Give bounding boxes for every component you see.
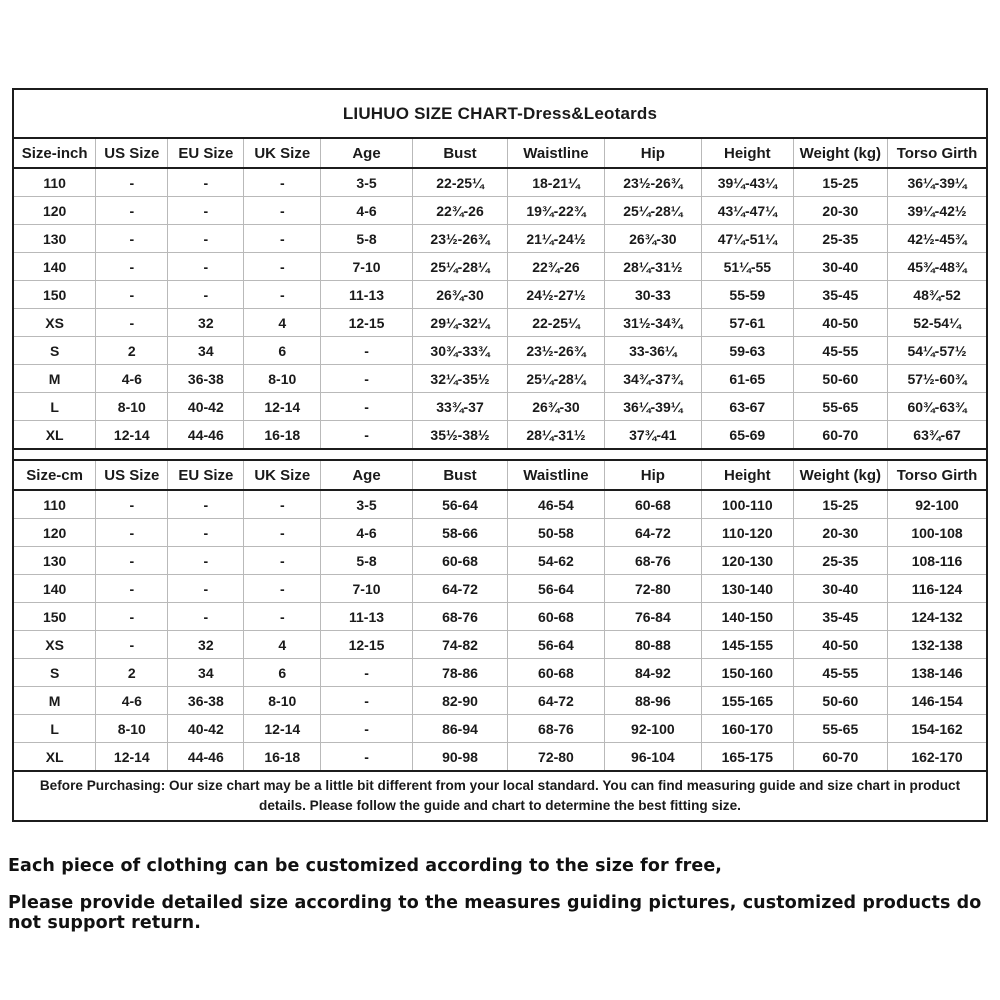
table-cell: - <box>244 253 321 281</box>
table-cell: 44-46 <box>168 421 244 450</box>
table-cell: 25-35 <box>793 547 887 575</box>
purchase-note-row <box>13 771 987 821</box>
table-cell: - <box>244 225 321 253</box>
column-header: Size-inch <box>13 138 96 168</box>
chart-title-row <box>13 89 987 138</box>
table-cell: 31½-34¾ <box>604 309 701 337</box>
table-cell: 42½-45¾ <box>888 225 987 253</box>
table-cell: - <box>321 365 413 393</box>
table-cell: - <box>244 603 321 631</box>
table-cell: S <box>13 337 96 365</box>
table-cell: 32¼-35½ <box>412 365 507 393</box>
table-cell: 40-42 <box>168 715 244 743</box>
table-cell: 82-90 <box>412 687 507 715</box>
table-cell: 76-84 <box>604 603 701 631</box>
table-cell: 108-116 <box>888 547 987 575</box>
table-cell: 39¼-42½ <box>888 197 987 225</box>
table-cell: - <box>321 393 413 421</box>
table-cell: 43¼-47¼ <box>702 197 794 225</box>
table-cell: XL <box>13 421 96 450</box>
table-row <box>13 687 987 715</box>
table-cell: 8-10 <box>244 365 321 393</box>
chart-title: LIUHUO SIZE CHART-Dress&Leotards <box>13 89 987 138</box>
table-cell: - <box>96 197 168 225</box>
table-cell: - <box>244 575 321 603</box>
table-cell: 60-68 <box>412 547 507 575</box>
table-cell: 22¾-26 <box>508 253 604 281</box>
table-cell: S <box>13 659 96 687</box>
table-cell: 86-94 <box>412 715 507 743</box>
table-cell: 2 <box>96 659 168 687</box>
table-cell: 110 <box>13 168 96 197</box>
table-cell: 36-38 <box>168 365 244 393</box>
table-cell: 34¾-37¾ <box>604 365 701 393</box>
table-cell: 22-25¼ <box>412 168 507 197</box>
table-cell: XL <box>13 743 96 772</box>
table-cell: 15-25 <box>793 490 887 519</box>
table-cell: 60-70 <box>793 743 887 772</box>
table-cell: 92-100 <box>888 490 987 519</box>
table-cell: 146-154 <box>888 687 987 715</box>
table-row <box>13 337 987 365</box>
table-cell: 8-10 <box>244 687 321 715</box>
table-cell: 34 <box>168 659 244 687</box>
table-cell: - <box>321 715 413 743</box>
table-cell: 2 <box>96 337 168 365</box>
table-cell: 15-25 <box>793 168 887 197</box>
table-cell: 40-50 <box>793 631 887 659</box>
column-header: Waistline <box>508 138 604 168</box>
column-header: Bust <box>412 460 507 490</box>
table-cell: 72-80 <box>508 743 604 772</box>
column-header: Bust <box>412 138 507 168</box>
table-cell: 68-76 <box>604 547 701 575</box>
table-cell: - <box>96 309 168 337</box>
table-cell: 154-162 <box>888 715 987 743</box>
table-cell: 58-66 <box>412 519 507 547</box>
table-cell: 23½-26¾ <box>412 225 507 253</box>
table-cell: 16-18 <box>244 743 321 772</box>
column-header: US Size <box>96 460 168 490</box>
table-cell: 80-88 <box>604 631 701 659</box>
table-cell: 35-45 <box>793 281 887 309</box>
table-row <box>13 253 987 281</box>
table-cell: 20-30 <box>793 197 887 225</box>
table-cell: - <box>96 281 168 309</box>
table-cell: - <box>96 168 168 197</box>
table-cell: - <box>244 547 321 575</box>
table-row <box>13 168 987 197</box>
table-cell: 23½-26¾ <box>508 337 604 365</box>
table-cell: 56-64 <box>508 575 604 603</box>
table-cell: - <box>168 519 244 547</box>
table-cell: XS <box>13 631 96 659</box>
table-cell: 23½-26¾ <box>604 168 701 197</box>
column-header: Height <box>702 138 794 168</box>
table-cell: 130 <box>13 547 96 575</box>
table-cell: 4-6 <box>96 365 168 393</box>
table-cell: L <box>13 715 96 743</box>
table-cell: 56-64 <box>508 631 604 659</box>
table-cell: 120 <box>13 519 96 547</box>
header-row <box>13 138 987 168</box>
table-cell: 20-30 <box>793 519 887 547</box>
table-cell: - <box>96 253 168 281</box>
table-row <box>13 281 987 309</box>
table-cell: 8-10 <box>96 393 168 421</box>
table-cell: 32 <box>168 309 244 337</box>
table-cell: 90-98 <box>412 743 507 772</box>
table-cell: 150-160 <box>702 659 794 687</box>
table-cell: - <box>168 575 244 603</box>
table-cell: 63-67 <box>702 393 794 421</box>
table-cell: M <box>13 365 96 393</box>
table-cell: - <box>244 490 321 519</box>
table-cell: - <box>321 421 413 450</box>
table-row <box>13 547 987 575</box>
table-cell: - <box>168 547 244 575</box>
table-row <box>13 519 987 547</box>
table-cell: 26¾-30 <box>412 281 507 309</box>
table-cell: 7-10 <box>321 253 413 281</box>
column-header: Hip <box>604 460 701 490</box>
table-cell: 60-68 <box>508 603 604 631</box>
table-cell: 55-59 <box>702 281 794 309</box>
table-cell: 84-92 <box>604 659 701 687</box>
table-cell: 35-45 <box>793 603 887 631</box>
table-cell: 25-35 <box>793 225 887 253</box>
table-cell: 33¾-37 <box>412 393 507 421</box>
table-cell: - <box>321 687 413 715</box>
column-header: UK Size <box>244 460 321 490</box>
table-cell: 68-76 <box>508 715 604 743</box>
table-cell: - <box>244 168 321 197</box>
table-cell: - <box>96 519 168 547</box>
table-cell: 35½-38½ <box>412 421 507 450</box>
table-cell: 7-10 <box>321 575 413 603</box>
table-cell: 88-96 <box>604 687 701 715</box>
table-cell: 28¼-31½ <box>508 421 604 450</box>
table-cell: - <box>168 490 244 519</box>
table-cell: 12-15 <box>321 631 413 659</box>
table-cell: 72-80 <box>604 575 701 603</box>
table-cell: 145-155 <box>702 631 794 659</box>
table-cell: 4-6 <box>321 519 413 547</box>
table-row <box>13 659 987 687</box>
table-cell: 47¼-51¼ <box>702 225 794 253</box>
table-cell: 100-110 <box>702 490 794 519</box>
table-cell: 160-170 <box>702 715 794 743</box>
table-cell: 140 <box>13 575 96 603</box>
table-cell: 64-72 <box>604 519 701 547</box>
table-cell: 36¼-39¼ <box>604 393 701 421</box>
column-header: Weight (kg) <box>793 460 887 490</box>
table-cell: 63¾-67 <box>888 421 987 450</box>
table-cell: 25¼-28¼ <box>508 365 604 393</box>
table-cell: 40-42 <box>168 393 244 421</box>
table-cell: 16-18 <box>244 421 321 450</box>
table-cell: 65-69 <box>702 421 794 450</box>
table-cell: 26¾-30 <box>604 225 701 253</box>
table-cell: - <box>96 490 168 519</box>
table-cell: - <box>244 281 321 309</box>
table-cell: 30¾-33¾ <box>412 337 507 365</box>
footer-note-1: Each piece of clothing can be customized according to the size for free, <box>8 856 723 876</box>
table-cell: 5-8 <box>321 225 413 253</box>
table-cell: 18-21¼ <box>508 168 604 197</box>
table-row <box>13 603 987 631</box>
table-cell: 140-150 <box>702 603 794 631</box>
table-row <box>13 225 987 253</box>
table-cell: 165-175 <box>702 743 794 772</box>
table-cell: 60¾-63¾ <box>888 393 987 421</box>
section-spacer-row <box>13 449 987 460</box>
table-cell: 61-65 <box>702 365 794 393</box>
table-cell: 56-64 <box>412 490 507 519</box>
table-cell: 57½-60¾ <box>888 365 987 393</box>
table-cell: 51¼-55 <box>702 253 794 281</box>
section-spacer <box>13 449 987 460</box>
table-cell: 12-14 <box>96 743 168 772</box>
table-cell: 12-14 <box>244 715 321 743</box>
table-cell: 8-10 <box>96 715 168 743</box>
table-cell: 28¼-31½ <box>604 253 701 281</box>
table-cell: 25¼-28¼ <box>604 197 701 225</box>
column-header: Torso Girth <box>888 138 987 168</box>
table-cell: 45-55 <box>793 337 887 365</box>
table-cell: 92-100 <box>604 715 701 743</box>
table-cell: 68-76 <box>412 603 507 631</box>
table-row <box>13 309 987 337</box>
table-cell: - <box>321 659 413 687</box>
table-cell: 29¼-32¼ <box>412 309 507 337</box>
table-cell: - <box>96 575 168 603</box>
table-cell: 46-54 <box>508 490 604 519</box>
table-cell: 57-61 <box>702 309 794 337</box>
table-cell: - <box>244 519 321 547</box>
table-cell: 4-6 <box>96 687 168 715</box>
table-cell: 59-63 <box>702 337 794 365</box>
table-cell: 37¾-41 <box>604 421 701 450</box>
table-cell: 11-13 <box>321 281 413 309</box>
table-cell: 34 <box>168 337 244 365</box>
table-cell: L <box>13 393 96 421</box>
table-cell: 96-104 <box>604 743 701 772</box>
table-cell: 39¼-43¼ <box>702 168 794 197</box>
table-cell: 19¾-22¾ <box>508 197 604 225</box>
table-cell: - <box>168 197 244 225</box>
column-header: Weight (kg) <box>793 138 887 168</box>
table-cell: - <box>96 631 168 659</box>
table-cell: - <box>168 603 244 631</box>
table-cell: 55-65 <box>793 393 887 421</box>
table-cell: 130-140 <box>702 575 794 603</box>
table-cell: 140 <box>13 253 96 281</box>
table-cell: 60-68 <box>508 659 604 687</box>
table-cell: 120 <box>13 197 96 225</box>
table-cell: 74-82 <box>412 631 507 659</box>
column-header: Height <box>702 460 794 490</box>
table-cell: 6 <box>244 659 321 687</box>
table-cell: 44-46 <box>168 743 244 772</box>
column-header: Age <box>321 138 413 168</box>
size-chart-container <box>12 88 988 822</box>
table-cell: - <box>321 743 413 772</box>
table-cell: - <box>96 547 168 575</box>
table-cell: 52-54¼ <box>888 309 987 337</box>
table-cell: 60-68 <box>604 490 701 519</box>
table-cell: 48¾-52 <box>888 281 987 309</box>
table-cell: 50-60 <box>793 687 887 715</box>
table-cell: 138-146 <box>888 659 987 687</box>
table-cell: M <box>13 687 96 715</box>
purchase-note: Before Purchasing: Our size chart may be a little bit different from your local standard. You can find measuring guide and size chart in product details. Please follow the guide and chart to determine the best fitting size. <box>13 771 987 821</box>
table-cell: - <box>96 225 168 253</box>
table-cell: 60-70 <box>793 421 887 450</box>
table-row <box>13 393 987 421</box>
table-cell: 120-130 <box>702 547 794 575</box>
column-header: Hip <box>604 138 701 168</box>
table-cell: 36¼-39¼ <box>888 168 987 197</box>
table-cell: 50-60 <box>793 365 887 393</box>
table-cell: 36-38 <box>168 687 244 715</box>
table-cell: 150 <box>13 603 96 631</box>
table-cell: 40-50 <box>793 309 887 337</box>
table-cell: 11-13 <box>321 603 413 631</box>
table-cell: 26¾-30 <box>508 393 604 421</box>
table-row <box>13 365 987 393</box>
column-header: Torso Girth <box>888 460 987 490</box>
table-cell: 5-8 <box>321 547 413 575</box>
table-row <box>13 421 987 450</box>
table-cell: 12-14 <box>244 393 321 421</box>
footer-notes <box>8 856 992 950</box>
table-cell: 100-108 <box>888 519 987 547</box>
table-cell: 3-5 <box>321 168 413 197</box>
column-header: US Size <box>96 138 168 168</box>
table-cell: 78-86 <box>412 659 507 687</box>
table-cell: 116-124 <box>888 575 987 603</box>
column-header: UK Size <box>244 138 321 168</box>
table-cell: 55-65 <box>793 715 887 743</box>
table-cell: 64-72 <box>508 687 604 715</box>
table-cell: - <box>321 337 413 365</box>
table-cell: 6 <box>244 337 321 365</box>
column-header: EU Size <box>168 460 244 490</box>
table-cell: 110 <box>13 490 96 519</box>
table-row <box>13 715 987 743</box>
table-cell: 162-170 <box>888 743 987 772</box>
table-cell: 30-40 <box>793 253 887 281</box>
table-cell: 45¾-48¾ <box>888 253 987 281</box>
header-row <box>13 460 987 490</box>
table-cell: 150 <box>13 281 96 309</box>
table-cell: 4-6 <box>321 197 413 225</box>
table-row <box>13 631 987 659</box>
column-header: Size-cm <box>13 460 96 490</box>
table-cell: 110-120 <box>702 519 794 547</box>
table-cell: 22¾-26 <box>412 197 507 225</box>
table-cell: 54-62 <box>508 547 604 575</box>
table-cell: - <box>244 197 321 225</box>
table-cell: - <box>168 253 244 281</box>
table-row <box>13 575 987 603</box>
table-row <box>13 743 987 772</box>
table-cell: 3-5 <box>321 490 413 519</box>
table-cell: XS <box>13 309 96 337</box>
size-chart-table <box>12 88 988 822</box>
table-cell: - <box>168 168 244 197</box>
table-cell: 45-55 <box>793 659 887 687</box>
table-cell: - <box>168 225 244 253</box>
table-cell: 132-138 <box>888 631 987 659</box>
table-cell: 25¼-28¼ <box>412 253 507 281</box>
table-cell: 130 <box>13 225 96 253</box>
table-cell: 12-14 <box>96 421 168 450</box>
footer-note-2: Please provide detailed size according to the measures guiding pictures, customized products do not support return. <box>8 893 982 933</box>
table-cell: 64-72 <box>412 575 507 603</box>
table-cell: - <box>168 281 244 309</box>
column-header: Waistline <box>508 460 604 490</box>
table-cell: 4 <box>244 309 321 337</box>
table-cell: 33-36¼ <box>604 337 701 365</box>
table-cell: 22-25¼ <box>508 309 604 337</box>
table-cell: 12-15 <box>321 309 413 337</box>
column-header: EU Size <box>168 138 244 168</box>
table-cell: 24½-27½ <box>508 281 604 309</box>
table-cell: 124-132 <box>888 603 987 631</box>
table-cell: - <box>96 603 168 631</box>
table-row <box>13 490 987 519</box>
table-cell: 155-165 <box>702 687 794 715</box>
table-cell: 30-33 <box>604 281 701 309</box>
table-cell: 21¼-24½ <box>508 225 604 253</box>
table-cell: 32 <box>168 631 244 659</box>
table-cell: 30-40 <box>793 575 887 603</box>
table-cell: 4 <box>244 631 321 659</box>
table-cell: 54¼-57½ <box>888 337 987 365</box>
table-row <box>13 197 987 225</box>
table-cell: 50-58 <box>508 519 604 547</box>
column-header: Age <box>321 460 413 490</box>
